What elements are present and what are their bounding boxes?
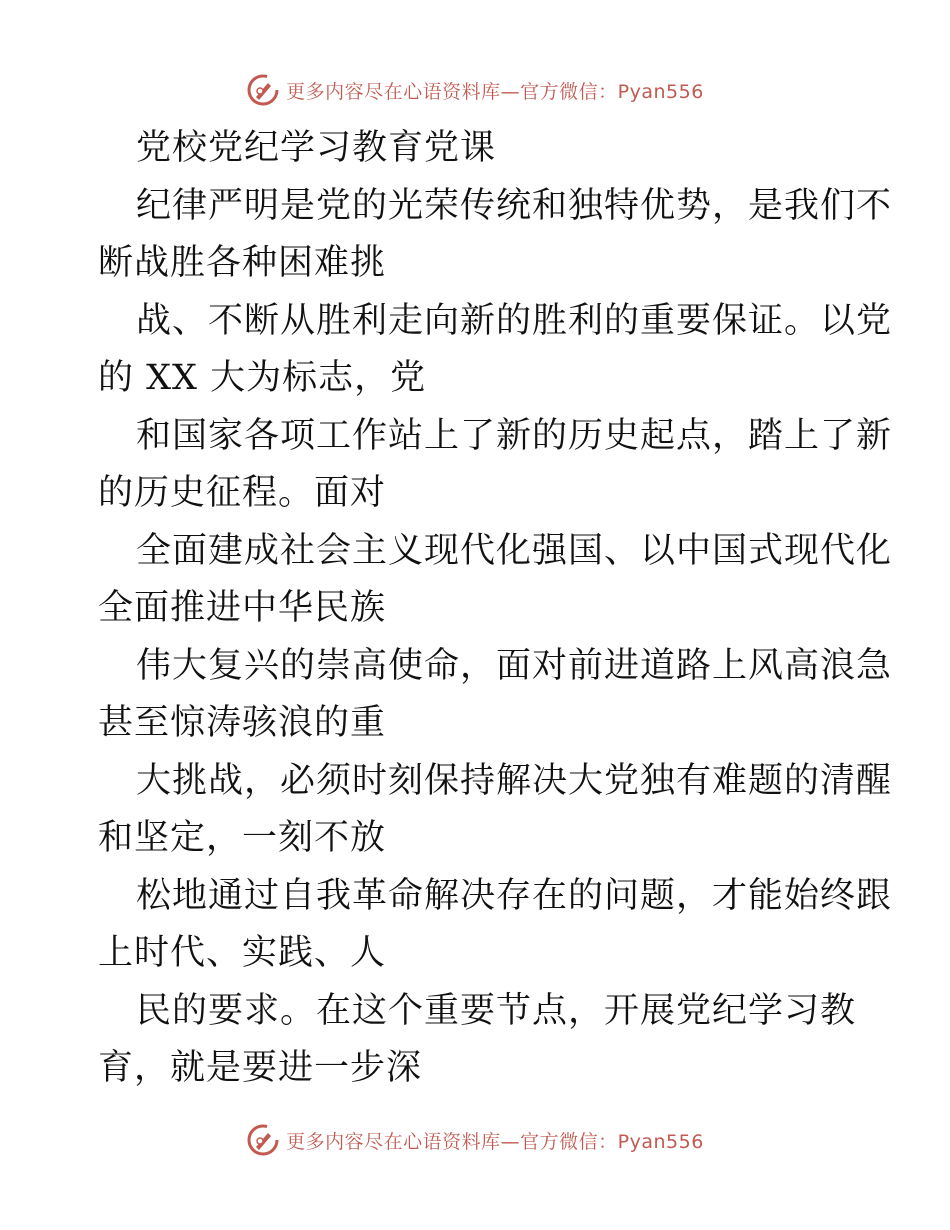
footer-banner [0, 1120, 950, 1160]
document-line: 战、不断从胜利走向新的胜利的重要保证。以党 [136, 300, 893, 341]
document-line: 伟大复兴的崇高使命，面对前进道路上风高浪急 [136, 645, 893, 686]
document-line: 松地通过自我革命解决存在的问题，才能始终跟 [136, 875, 893, 916]
document-line: 的 XX 大为标志，党 [98, 358, 427, 398]
pen-logo-icon [246, 1123, 280, 1157]
document-line: 断战胜各种困难挑 [98, 243, 387, 283]
document-title: 党校党纪学习教育党课 [136, 128, 497, 168]
document-line: 和坚定，一刻不放 [98, 818, 387, 858]
document-line: 甚至惊涛骇浪的重 [98, 703, 387, 743]
pen-logo-icon [246, 73, 280, 107]
document-line: 全面推进中华民族 [98, 588, 387, 628]
document-body [98, 120, 893, 1098]
footer-banner-text: 更多内容尽在心语资料库—官方微信：Pyan556 [286, 1130, 704, 1153]
document-line: 民的要求。在这个重要节点，开展党纪学习教 [136, 990, 857, 1031]
document-line: 全面建成社会主义现代化强国、以中国式现代化 [136, 530, 893, 571]
header-banner [0, 70, 950, 110]
document-line: 和国家各项工作站上了新的历史起点，踏上了新 [136, 415, 893, 456]
document-line: 育，就是要进一步深 [98, 1048, 423, 1088]
document-line: 纪律严明是党的光荣传统和独特优势，是我们不 [136, 185, 893, 226]
document-line: 的历史征程。面对 [98, 473, 387, 513]
document-line: 大挑战，必须时刻保持解决大党独有难题的清醒 [136, 760, 893, 801]
document-line: 上时代、实践、人 [98, 933, 387, 973]
header-banner-text: 更多内容尽在心语资料库—官方微信：Pyan556 [286, 80, 704, 103]
